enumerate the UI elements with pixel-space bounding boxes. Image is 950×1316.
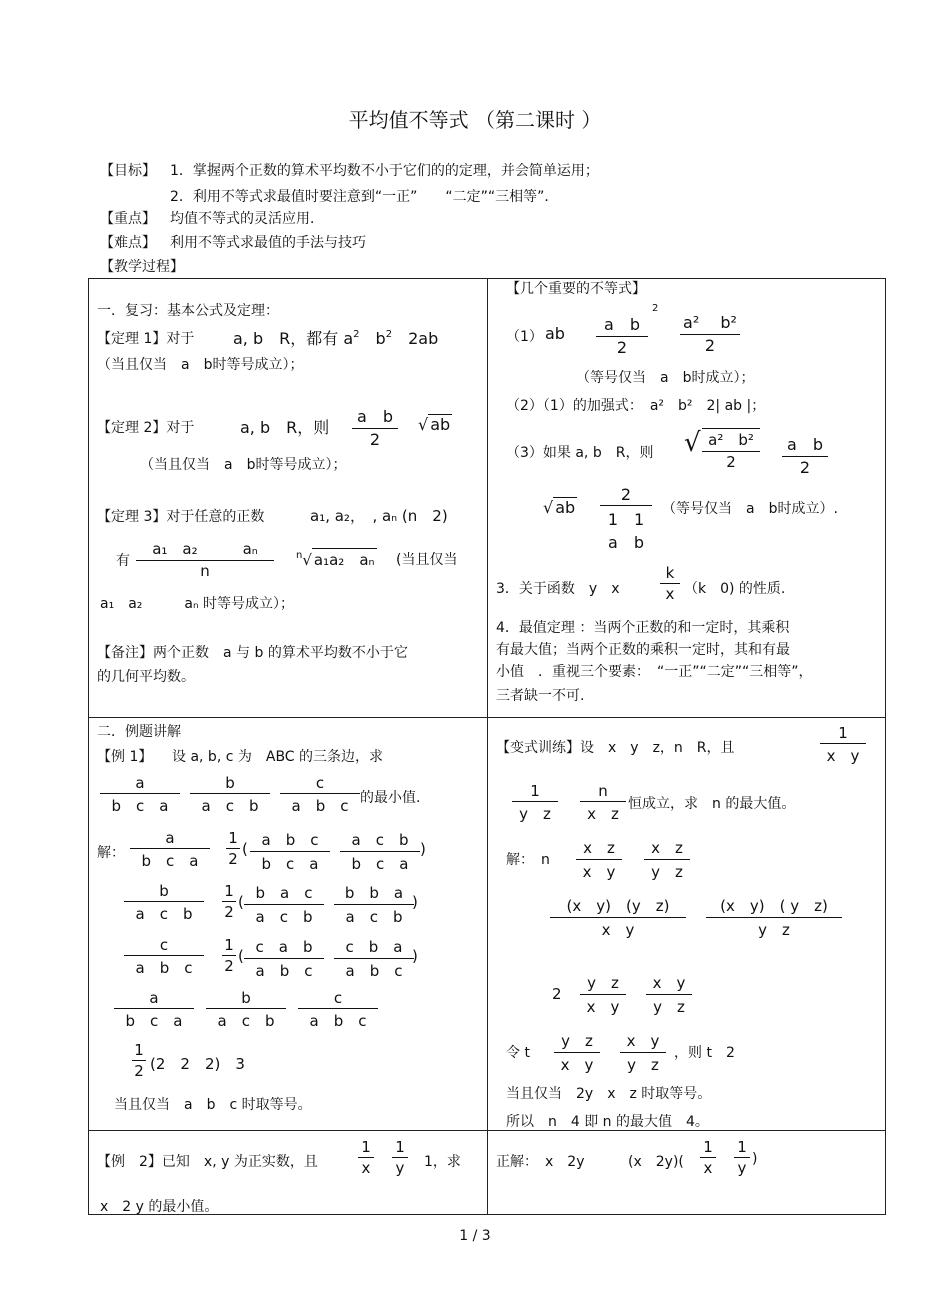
variant-step3-fraction-1: y z x y [580, 972, 626, 1017]
ineq1-label: （1） [506, 329, 543, 345]
ineq1-condition: （等号仅当 a b时成立）； [576, 370, 755, 386]
theorem2-prefix: 【定理 2】对于 [97, 420, 195, 436]
example1-tail: 的最小值. [360, 790, 421, 806]
theorem1-condition: （当且仅当 a b时等号成立）； [97, 357, 304, 373]
variant-always: 恒成立，求 n 的最大值。 [628, 796, 796, 812]
theorem3-nth-root: $^n$√ a₁a₂ aₙ [296, 550, 375, 569]
table-row-divider-1 [88, 717, 886, 718]
solution-row3-fraction-1: c a b a b c [244, 936, 324, 981]
solution-row1-half: 1 2 [226, 829, 240, 868]
solution-row1-fraction-1: a b c b c a [250, 829, 330, 874]
ineq3-mean-fraction: a b 2 [782, 432, 828, 477]
variant-let-fraction-1: y z x y [554, 1030, 600, 1075]
ineq1-lhs: ab [545, 324, 565, 343]
solution-row2-paren-open: ( [238, 893, 244, 911]
goal-1: 1．掌握两个正数的算术平均数不小于它们的的定理，并会简单运用； [170, 163, 599, 179]
table-border-left [88, 278, 89, 1215]
point3-a: 3．关于函数 y x [496, 581, 620, 597]
variant-step2-fraction-1: (x y) (y z) x y [550, 895, 686, 940]
theorem3-vars: a₁, a₂， , aₙ (n 2) [310, 507, 448, 525]
point4-line-2: 有最大值；当两个正数的乘积一定时，其和有最 [496, 642, 790, 658]
example2-eq: 1，求 [424, 1154, 461, 1170]
example2-label: 【例 2】已知 x, y 为正实数，且 [97, 1154, 318, 1170]
example2-fraction-2: 1 y [392, 1138, 408, 1177]
solution-row3-paren-close: ) [412, 947, 418, 965]
solution-row1-fraction-2: a c b b c a [340, 829, 420, 874]
solution-row3-lhs: c a b c [124, 936, 204, 978]
variant-fraction-1: 1 y z [512, 782, 558, 824]
solution-row2-fraction-1: b a c a c b [244, 882, 324, 927]
theorem1-vars: a, b R，都有 $a^2$ $b^2$ 2ab [233, 329, 439, 348]
point4-line-4: 三者缺一不可. [496, 688, 585, 704]
note-line-2: 的几何平均数。 [97, 669, 195, 685]
variant-fraction-2: n x z [580, 782, 626, 824]
solution-row3-paren-open: ( [238, 947, 244, 965]
solution-sum-fraction-b: b a c b [206, 989, 286, 1031]
solution-row1-lhs: a b c a [130, 829, 210, 871]
ineq3-sqrt-sign: √ [684, 428, 701, 458]
point4-line-1: 4．最值定理 ：当两个正数的和一定时，其乘积 [496, 620, 790, 636]
variant-eq-condition: 当且仅当 2y x z 时取等号。 [506, 1086, 712, 1102]
theorem2-condition: （当且仅当 a b时等号成立）； [140, 457, 347, 473]
point3-b: （k 0) 的性质. [684, 581, 786, 597]
ineq2-text: （2）（1）的加强式： a² b² 2| ab |； [506, 398, 766, 414]
examples-heading: 二．例题讲解 [97, 724, 181, 740]
variant-solution-label: 解： n [506, 852, 550, 868]
example2-fraction-1: 1 x [358, 1138, 374, 1177]
note-line-1: 【备注】两个正数 a 与 b 的算术平均数不小于它 [97, 645, 408, 661]
ineq3-harmonic-fraction: 2 1 1 a b [600, 485, 652, 553]
example1-final: 当且仅当 a b c 时取等号。 [114, 1097, 312, 1113]
process-label: 【教学过程】 [100, 259, 184, 275]
solution2-mid: (x 2y)( [628, 1154, 684, 1170]
variant-label: 【变式训练】设 x y z，n R，且 [496, 740, 735, 756]
solution-row1-paren-open: ( [242, 840, 248, 858]
variant-top-fraction: 1 x y [820, 724, 866, 766]
ineq3-prefix: （3）如果 a, b R，则 [506, 445, 654, 461]
table-col-divider [487, 278, 488, 1215]
theorem2-fraction: a b 2 [352, 404, 398, 449]
variant-step1-fraction-2: x z y z [644, 837, 690, 882]
solution-row3-half: 1 2 [222, 936, 236, 975]
solution-sum-fraction-c: c a b c [298, 989, 378, 1031]
example1-text: 设 a, b, c 为 ABC 的三条边，求 [172, 749, 384, 765]
theorem3-has: 有 [116, 553, 130, 569]
solution2-close: ) [752, 1151, 758, 1167]
solution2-fraction-1: 1 x [700, 1138, 716, 1177]
point3-fraction: k x [660, 564, 680, 603]
solution2-fraction-2: 1 y [734, 1138, 750, 1177]
variant-let-tail: ，则 t 2 [674, 1045, 735, 1061]
ineq3-root-fraction: a² b² 2 [702, 428, 760, 471]
solution-half-rhs: (2 2 2) 3 [150, 1055, 245, 1073]
theorem3-cond-b: a₁ a₂ aₙ 时等号成立）； [100, 596, 294, 612]
variant-conclusion: 所以 n 4 即 n 的最大值 4。 [506, 1114, 709, 1130]
key-text: 均值不等式的灵活应用． [170, 211, 324, 227]
page-title: 平均值不等式 （第二课时 ） [348, 108, 602, 132]
difficult-label: 【难点】 [100, 235, 156, 251]
example1-solution-label: 解： [97, 845, 125, 861]
solution-half: 1 2 [132, 1041, 146, 1080]
example1-fraction-c: c a b c [280, 774, 360, 816]
ineq3-geo-sqrt: √ ab [543, 498, 576, 517]
example1-label: 【例 1】 [97, 749, 153, 765]
important-heading: 【几个重要的不等式】 [506, 281, 646, 297]
review-heading: 一．复习：基本公式及定理： [97, 303, 279, 319]
theorem3-prefix: 【定理 3】对于任意的正数 [97, 509, 265, 525]
ineq1-fraction-2: a² b² 2 [680, 310, 740, 355]
solution-row1-paren-close: ) [420, 840, 426, 858]
theorem3-cond-a: (当且仅当 [396, 552, 458, 568]
variant-two: 2 [552, 985, 562, 1003]
variant-step1-fraction-1: x z x y [576, 837, 622, 882]
ineq3-condition: （等号仅当 a b时成立）. [662, 501, 838, 517]
solution-row3-fraction-2: c b a a b c [334, 936, 414, 981]
ineq1-square: 2 [652, 303, 659, 314]
difficult-text: 利用不等式求最值的手法与技巧 [170, 235, 366, 251]
example2-line-2: x 2 y 的最小值。 [100, 1199, 219, 1215]
key-label: 【重点】 [100, 211, 156, 227]
theorem1-prefix: 【定理 1】对于 [97, 331, 195, 347]
variant-let-fraction-2: x y y z [620, 1030, 666, 1075]
page-number: 1 / 3 [459, 1228, 491, 1244]
variant-step3-fraction-2: x y y z [646, 972, 692, 1017]
theorem2-vars: a, b R，则 [240, 418, 330, 437]
solution-sum-fraction-a: a b c a [114, 989, 194, 1031]
point4-line-3: 小值 ．重视三个要素： “一正”“二定”“三相等”， [496, 664, 813, 680]
table-border-right [885, 278, 886, 1215]
example1-fraction-b: b a c b [190, 774, 270, 816]
solution-row2-half: 1 2 [222, 882, 236, 921]
goal-label: 【目标】 [100, 163, 156, 179]
goal-2: 2．利用不等式求最值时要注意到“一正” “二定”“三相等”． [170, 189, 559, 205]
theorem3-fraction: a₁ a₂ aₙ n [136, 538, 274, 580]
solution2-label: 正解： x 2y [496, 1154, 585, 1170]
theorem2-sqrt: √ ab [418, 415, 451, 434]
example1-fraction-a: a b c a [100, 774, 180, 816]
solution-row2-lhs: b a c b [124, 882, 204, 924]
variant-step2-fraction-2: (x y) ( y z) y z [706, 895, 842, 940]
table-row-divider-2 [88, 1130, 886, 1131]
variant-let: 令 t [506, 1045, 530, 1061]
solution-row2-paren-close: ) [412, 893, 418, 911]
ineq1-fraction-1: a b 2 [596, 312, 648, 357]
solution-row2-fraction-2: b b a a c b [334, 882, 414, 927]
